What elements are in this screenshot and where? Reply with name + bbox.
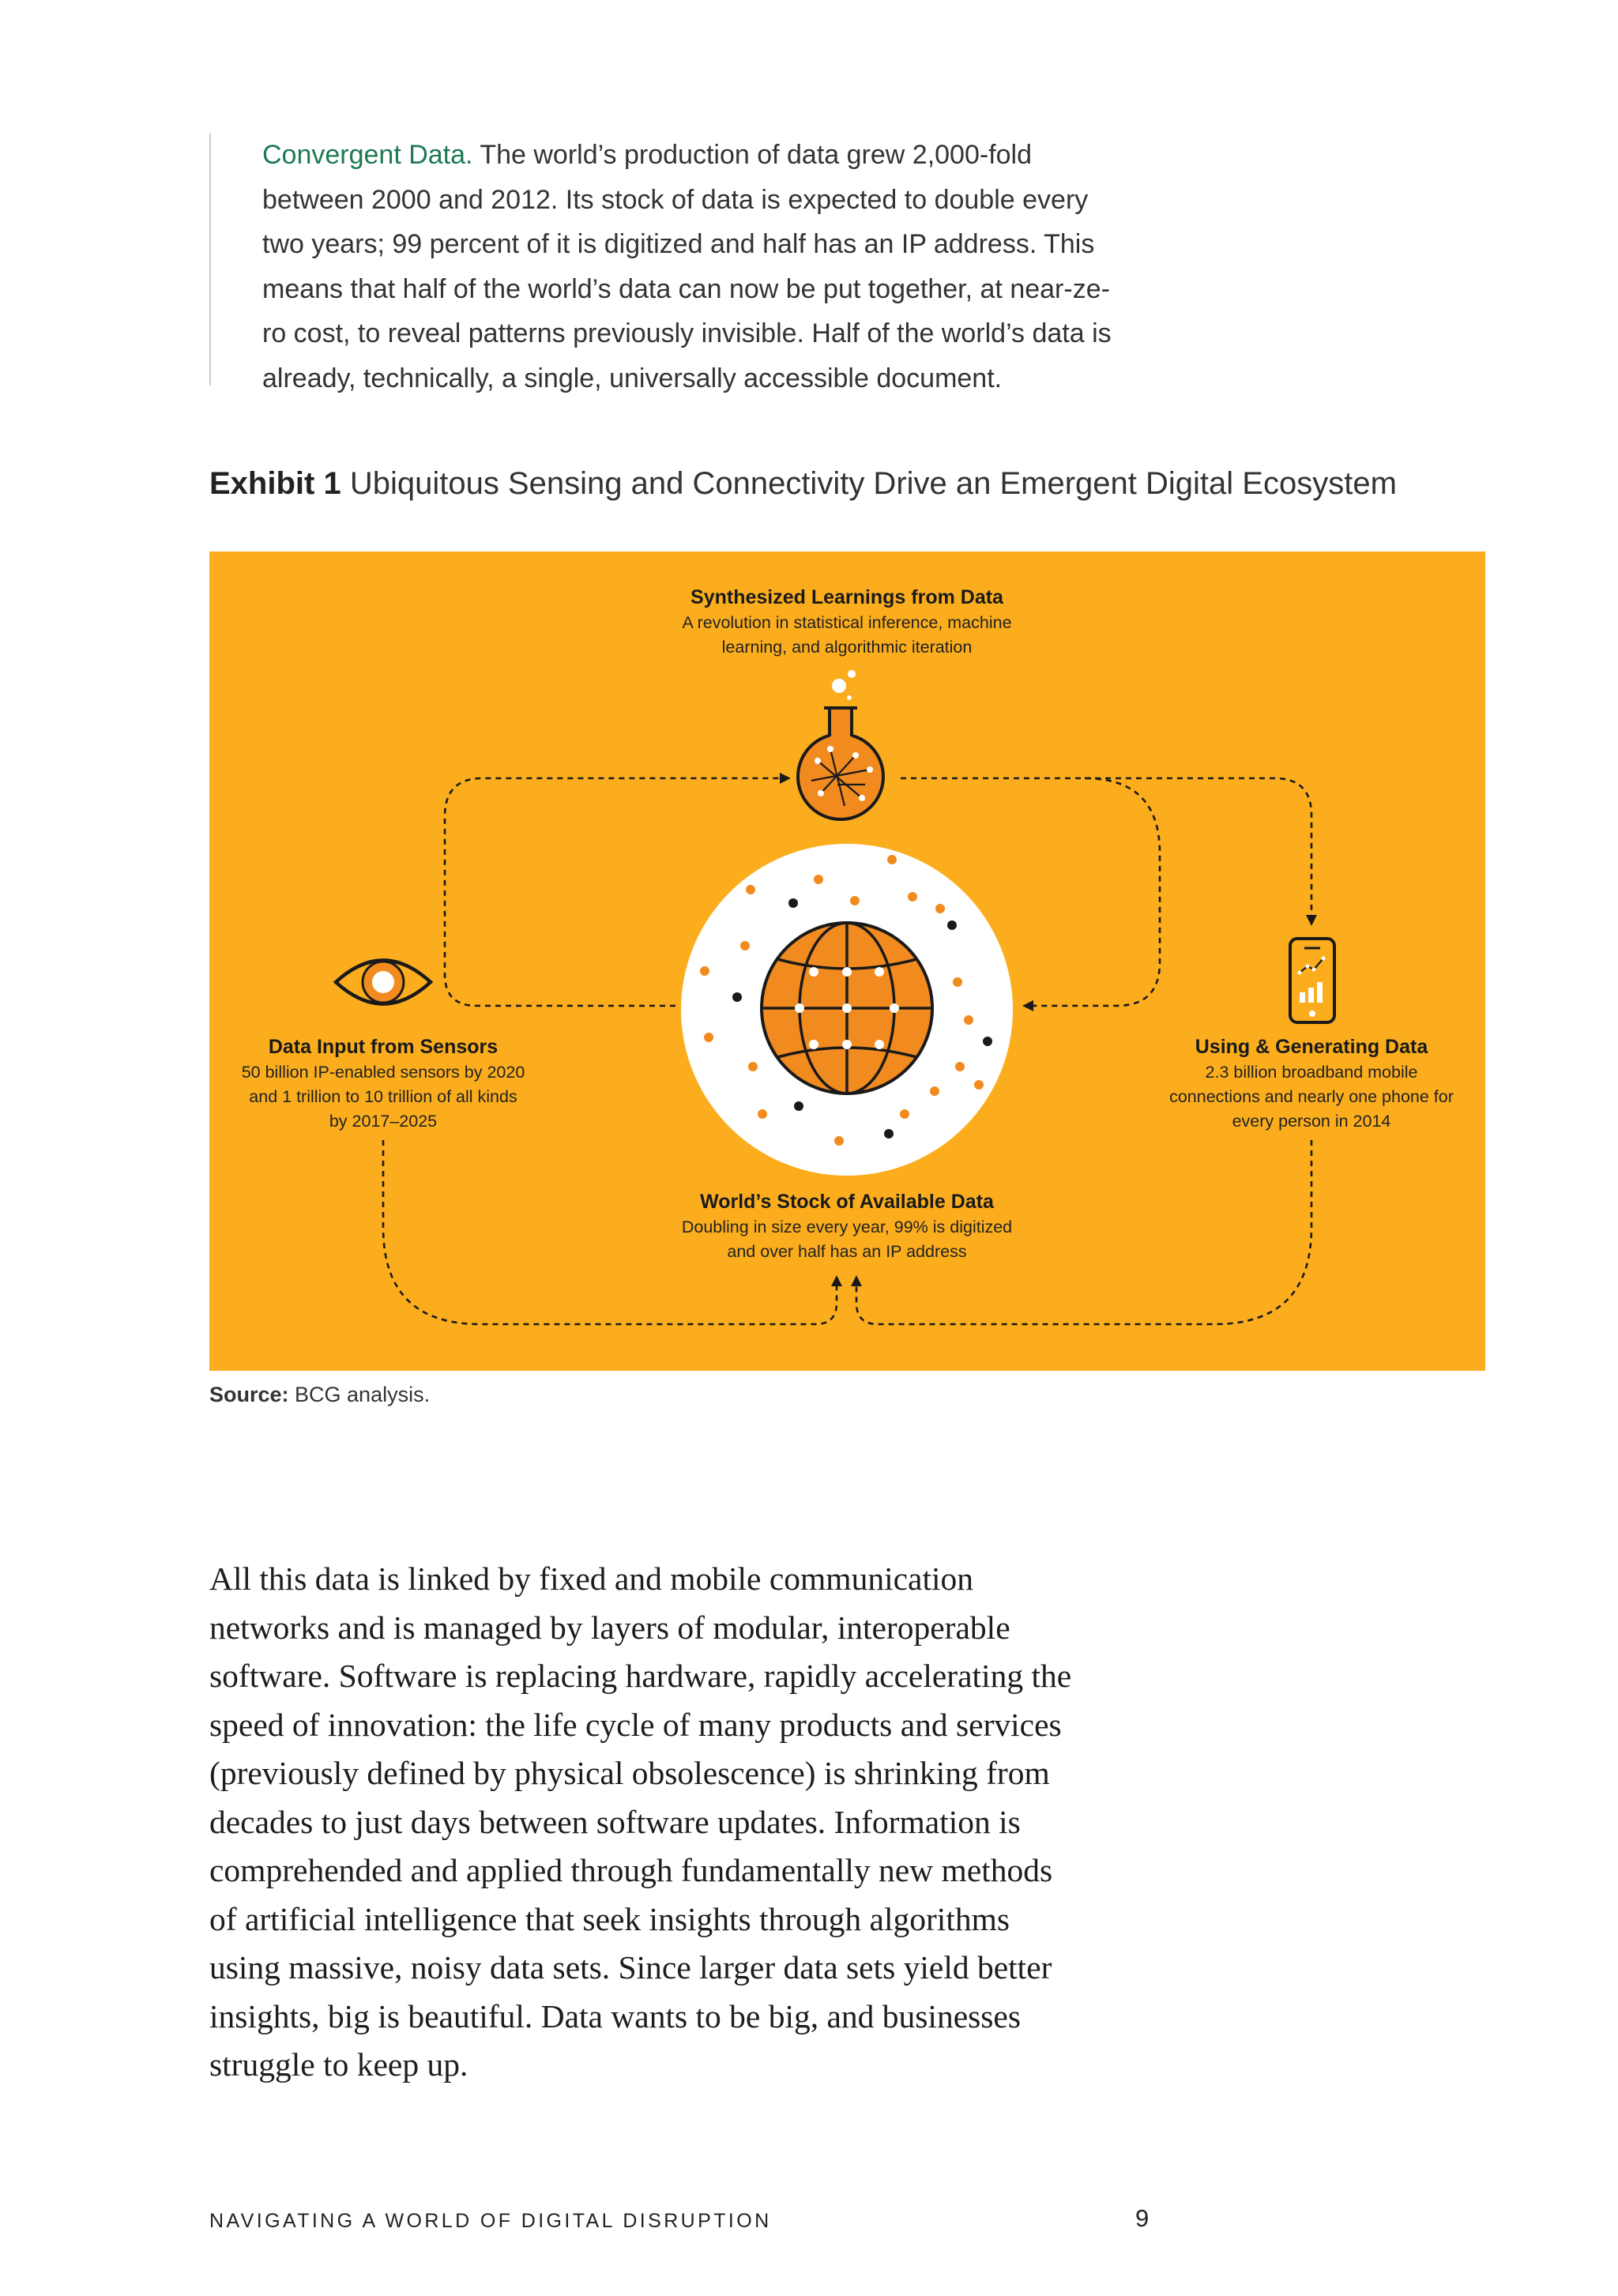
exhibit-label: Exhibit 1	[209, 466, 341, 501]
source-text: BCG analysis.	[288, 1383, 431, 1406]
bottom-desc-line: and over half has an IP address	[727, 1242, 967, 1261]
callout-line: The world’s production of data grew 2,000-fold	[472, 140, 1033, 170]
callout-title: Convergent Data	[262, 140, 466, 170]
globe-icon	[762, 923, 932, 1093]
right-desc-line: every person in 2014	[1232, 1112, 1391, 1131]
exhibit-caption: Ubiquitous Sensing and Connectivity Drive an Emergent Digital Ecosystem	[341, 466, 1397, 501]
body-line: networks and is managed by layers of modular, interoperable	[209, 1609, 1010, 1646]
body-line: of artificial intelligence that seek insights through algorithms	[209, 1900, 1010, 1937]
bottom-title: World’s Stock of Available Data	[700, 1191, 994, 1213]
right-desc-line: 2.3 billion broadband mobile	[1205, 1063, 1418, 1082]
callout-title-punct: .	[465, 140, 473, 170]
running-footer: NAVIGATING A WORLD OF DIGITAL DISRUPTION	[209, 2210, 772, 2232]
body-line: All this data is linked by fixed and mobile communication	[209, 1560, 974, 1597]
right-title: Using & Generating Data	[1195, 1036, 1428, 1058]
top-desc-line: learning, and algorithmic iteration	[721, 638, 973, 657]
source-label: Source:	[209, 1383, 289, 1406]
callout-line: between 2000 and 2012. Its stock of data is expected to double every	[262, 184, 1089, 215]
flask-bulb	[798, 734, 883, 819]
callout-paragraph	[262, 133, 1171, 401]
body-line: comprehended and applied through fundamentally new methods	[209, 1852, 1053, 1888]
bottom-desc-line: Doubling in size every year, 99% is digitized	[681, 1218, 1013, 1236]
body-line: software. Software is replacing hardware, rapidly accelerating the	[209, 1658, 1072, 1694]
right-desc-line: connections and nearly one phone for	[1169, 1087, 1454, 1106]
exhibit-title	[209, 466, 1397, 502]
eye-pupil	[372, 971, 394, 993]
body-paragraph	[209, 1555, 1197, 2090]
callout-line: ro cost, to reveal patterns previously invisible. Half of the world’s data is	[262, 318, 1112, 348]
body-line: decades to just days between software updates. Information is	[209, 1803, 1021, 1840]
body-line: speed of innovation: the life cycle of many products and services	[209, 1706, 1062, 1743]
page-number: 9	[1135, 2204, 1150, 2232]
left-desc-line: and 1 trillion to 10 trillion of all kinds	[249, 1087, 517, 1106]
flask-bubble-tiny	[847, 695, 852, 700]
ecosystem-diagram	[209, 551, 1485, 1371]
callout-line: already, technically, a single, universally accessible document.	[262, 363, 1003, 393]
flask-neck	[830, 708, 852, 738]
body-line: insights, big is beautiful. Data wants to be big, and businesses	[209, 1997, 1022, 2034]
phone-home-button	[1309, 1011, 1315, 1017]
left-title: Data Input from Sensors	[268, 1036, 499, 1058]
flask-bubble-large	[832, 679, 846, 693]
source-note	[209, 1383, 430, 1407]
callout-line: two years; 99 percent of it is digitized and half has an IP address. This	[262, 229, 1095, 259]
callout-line: means that half of the world’s data can now be put together, at near-ze-	[262, 273, 1110, 304]
top-desc-line: A revolution in statistical inference, machine	[682, 613, 1012, 632]
left-desc-line: 50 billion IP-enabled sensors by 2020	[241, 1063, 525, 1082]
body-line: (previously defined by physical obsolescence) is shrinking from	[209, 1755, 1050, 1791]
body-line: struggle to keep up.	[209, 2046, 468, 2083]
body-line: using massive, noisy data sets. Since larger data sets yield better	[209, 1949, 1052, 1985]
flask-bubble-small	[848, 670, 856, 678]
left-desc-line: by 2017–2025	[329, 1112, 438, 1131]
data-stock-circle	[681, 844, 1013, 1176]
convergent-data-callout	[209, 133, 1183, 393]
smartphone-icon	[1290, 939, 1334, 1022]
top-title: Synthesized Learnings from Data	[690, 586, 1003, 608]
